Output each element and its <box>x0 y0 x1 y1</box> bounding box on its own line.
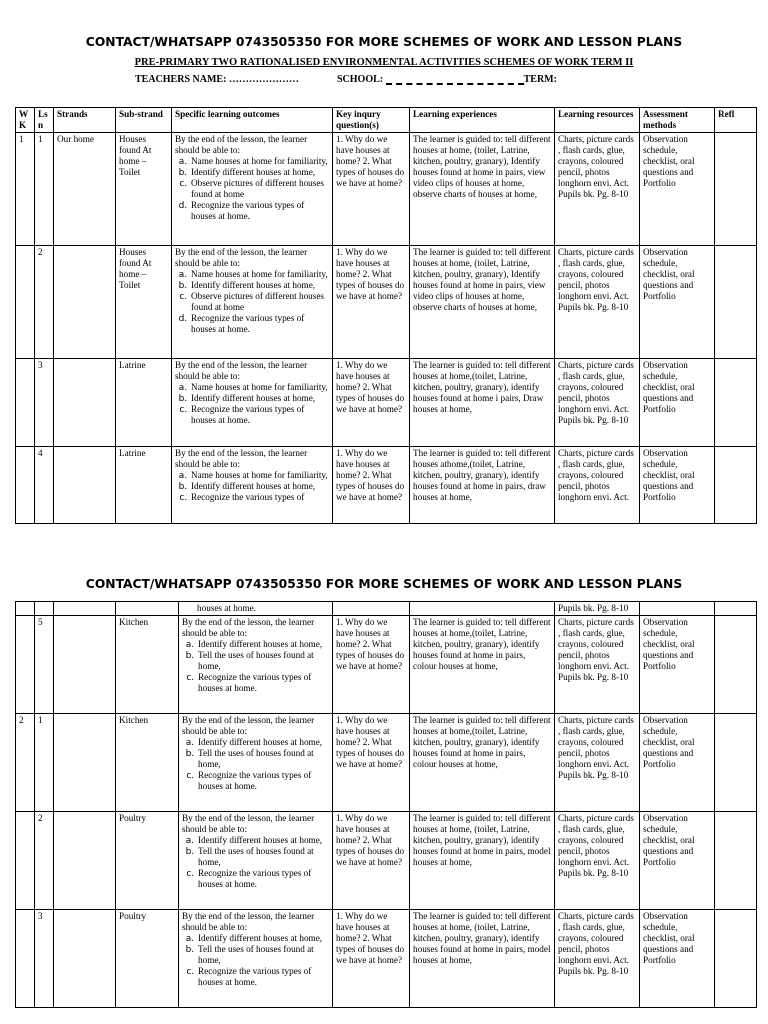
outcome-item: c. Recognize the various types of houses at home. <box>197 868 329 890</box>
col-header-experiences: Learning experiences <box>410 108 555 133</box>
col-header-strands: Strands <box>54 108 116 133</box>
substrand-cell: Kitchen <box>116 714 179 812</box>
outcomes-intro: By the end of the lesson, the learner should be able to: <box>182 813 315 834</box>
reflection-cell <box>715 616 757 714</box>
assessment-cell: Observation schedule, checklist, oral questions and Portfolio <box>640 812 715 910</box>
lesson-cell: 2 <box>35 246 54 359</box>
table-cell <box>410 602 555 616</box>
outcomes-intro: By the end of the lesson, the learner should be able to: <box>175 448 308 469</box>
lesson-cell: 4 <box>35 447 54 524</box>
substrand-cell: Houses found At home – Toilet <box>116 133 172 246</box>
lesson-cell: 2 <box>35 812 54 910</box>
table-cell <box>16 602 35 616</box>
lesson-cell: 3 <box>35 359 54 447</box>
school-term-line <box>337 74 557 85</box>
table-cell: Pupils bk. Pg. 8-10 <box>555 602 640 616</box>
outcome-item: a. Identify different houses at home, <box>197 737 329 748</box>
col-header-resources: Learning resources <box>555 108 640 133</box>
outcome-item: a. Identify different houses at home, <box>197 639 329 650</box>
substrand-cell: Poultry <box>116 812 179 910</box>
reflection-cell <box>715 812 757 910</box>
scheme-table-page2 <box>15 601 757 1008</box>
key-question-cell: 1. Why do we have houses at home? 2. What types of houses do we have at home? <box>333 359 410 447</box>
outcomes-intro: By the end of the lesson, the learner should be able to: <box>182 911 315 932</box>
col-header-substrand: Sub-strand <box>116 108 172 133</box>
outcomes-list <box>175 156 329 222</box>
strand-cell <box>54 359 116 447</box>
outcome-item: c. Recognize the various types of <box>190 492 329 503</box>
resources-cell: Charts, picture cards , flash cards, glue, crayons, coloured pencil, photos longhorn envi. Act. Pupils bk. Pg. 8-10 <box>555 616 640 714</box>
col-header-reflection: Refl <box>715 108 757 133</box>
outcomes-list <box>182 737 329 792</box>
table-row <box>16 616 757 714</box>
outcome-item: d. Recognize the various types of houses at home. <box>190 313 329 335</box>
outcome-item: c. Observe pictures of different houses found at home <box>190 178 329 200</box>
outcomes-intro: By the end of the lesson, the learner should be able to: <box>175 247 308 268</box>
outcomes-list <box>182 933 329 988</box>
table-row <box>16 812 757 910</box>
school-blank-line <box>386 75 524 85</box>
table-cell <box>333 602 410 616</box>
strand-cell <box>54 616 116 714</box>
outcome-item: b. Identify different houses at home, <box>190 393 329 404</box>
resources-cell: Charts, picture cards , flash cards, glue, crayons, coloured pencil, photos longhorn envi. Act. Pupils bk. Pg. 8-10 <box>555 910 640 1008</box>
table-row <box>16 133 757 246</box>
outcomes-list <box>175 382 329 426</box>
lesson-cell: 1 <box>35 714 54 812</box>
outcomes-cell <box>179 812 333 910</box>
page-banner-2: CONTACT/WHATSAPP 0743505350 FOR MORE SCHEMES OF WORK AND LESSON PLANS <box>85 577 683 591</box>
term-label: TERM: <box>523 74 557 85</box>
experiences-cell: The learner is guided to: tell different houses at home, (toilet, Latrine, kitchen, poultry, granary), identify houses found at home in pairs, model houses at home, <box>410 812 555 910</box>
strand-cell <box>54 910 116 1008</box>
outcomes-cell <box>179 714 333 812</box>
table-cell <box>715 602 757 616</box>
outcome-item: a. Identify different houses at home, <box>197 933 329 944</box>
experiences-cell: The learner is guided to: tell different houses at home, (toilet, Latrine, kitchen, poultry, granary), Identify houses found at home in pairs, view video clips of houses at home, observe charts of houses at home, <box>410 133 555 246</box>
lesson-cell: 1 <box>35 133 54 246</box>
table-row <box>16 447 757 524</box>
substrand-cell: Kitchen <box>116 616 179 714</box>
table-cell <box>640 602 715 616</box>
col-header-assessment: Assessment methods <box>640 108 715 133</box>
reflection-cell <box>715 447 757 524</box>
outcome-item: a. Identify different houses at home, <box>197 835 329 846</box>
col-header-outcomes: Specific learning outcomes <box>172 108 333 133</box>
lesson-cell: 3 <box>35 910 54 1008</box>
substrand-cell: Poultry <box>116 910 179 1008</box>
key-question-cell: 1. Why do we have houses at home? 2. What types of houses do we have at home? <box>333 616 410 714</box>
outcomes-cell <box>179 910 333 1008</box>
outcome-item: b. Identify different houses at home, <box>190 167 329 178</box>
outcome-item: b. Identify different houses at home, <box>190 280 329 291</box>
outcome-item: b. Tell the uses of houses found at home, <box>197 748 329 770</box>
reflection-cell <box>715 133 757 246</box>
outcome-item: c. Observe pictures of different houses found at home <box>190 291 329 313</box>
week-cell <box>16 812 35 910</box>
lesson-cell: 5 <box>35 616 54 714</box>
table-row <box>16 246 757 359</box>
substrand-cell: Houses found At home – Toilet <box>116 246 172 359</box>
strand-cell <box>54 447 116 524</box>
key-question-cell: 1. Why do we have houses at home? 2. What types of houses do we have at home? <box>333 447 410 524</box>
experiences-cell: The learner is guided to: tell different houses at home,(toilet, Latrine, kitchen, poultry, granary), identify houses found at home i pairs, Draw houses at home, <box>410 359 555 447</box>
outcomes-list <box>175 269 329 335</box>
week-cell <box>16 359 35 447</box>
assessment-cell: Observation schedule, checklist, oral questions and Portfolio <box>640 447 715 524</box>
table-row <box>16 714 757 812</box>
outcome-item: c. Recognize the various types of houses at home. <box>197 672 329 694</box>
outcome-item: d. Recognize the various types of houses at home. <box>190 200 329 222</box>
outcomes-cell <box>172 133 333 246</box>
outcomes-cell <box>179 616 333 714</box>
substrand-cell: Latrine <box>116 359 172 447</box>
strand-cell: Our home <box>54 133 116 246</box>
scheme-table-page1 <box>15 107 757 524</box>
col-header-lsn: Ls n <box>35 108 54 133</box>
col-header-questions: Key inqury question(s) <box>333 108 410 133</box>
resources-cell: Charts, picture cards , flash cards, glue, crayons, coloured pencil, photos longhorn envi. Act. Pupils bk. Pg. 8-10 <box>555 359 640 447</box>
week-cell <box>16 616 35 714</box>
week-cell: 2 <box>16 714 35 812</box>
reflection-cell <box>715 359 757 447</box>
outcomes-list <box>182 639 329 694</box>
document-title: PRE-PRIMARY TWO RATIONALISED ENVIRONMENTAL ACTIVITIES SCHEMES OF WORK TERM II <box>134 57 634 68</box>
outcomes-list <box>175 470 329 503</box>
experiences-cell: The learner is guided to: tell different houses at home, (toilet, Latrine, kitchen, poultry, granary), identify houses found at home in pairs, model houses at home, <box>410 910 555 1008</box>
key-question-cell: 1. Why do we have houses at home? 2. What types of houses do we have at home? <box>333 812 410 910</box>
resources-cell: Charts, picture cards , flash cards, glue, crayons, coloured pencil, photos longhorn envi. Act. Pupils bk. Pg. 8-10 <box>555 812 640 910</box>
outcome-item: b. Tell the uses of houses found at home, <box>197 846 329 868</box>
key-question-cell: 1. Why do we have houses at home? 2. What types of houses do we have at home? <box>333 714 410 812</box>
experiences-cell: The learner is guided to: tell different houses at home,(toilet, Latrine, kitchen, poultry, granary), identify houses found at home in pairs, colour houses at home, <box>410 616 555 714</box>
outcomes-cell <box>172 359 333 447</box>
week-cell <box>16 910 35 1008</box>
outcome-item: a. Name houses at home for familiarity, <box>190 269 329 280</box>
strand-cell <box>54 812 116 910</box>
teacher-info <box>135 74 557 85</box>
strand-cell <box>54 246 116 359</box>
table-row <box>16 359 757 447</box>
outcome-item: a. Name houses at home for familiarity, <box>190 382 329 393</box>
continuation-row <box>16 602 757 616</box>
outcomes-cell <box>172 447 333 524</box>
page-banner: CONTACT/WHATSAPP 0743505350 FOR MORE SCHEMES OF WORK AND LESSON PLANS <box>85 35 683 49</box>
outcome-item: a. Name houses at home for familiarity, <box>190 156 329 167</box>
outcome-item: b. Identify different houses at home, <box>190 481 329 492</box>
reflection-cell <box>715 246 757 359</box>
outcomes-intro: By the end of the lesson, the learner should be able to: <box>175 134 308 155</box>
assessment-cell: Observation schedule, checklist, oral questions and Portfolio <box>640 616 715 714</box>
substrand-cell: Latrine <box>116 447 172 524</box>
assessment-cell: Observation schedule, checklist, oral questions and Portfolio <box>640 133 715 246</box>
outcomes-intro: By the end of the lesson, the learner should be able to: <box>175 360 308 381</box>
outcomes-cell <box>172 246 333 359</box>
resources-cell: Charts, picture cards , flash cards, glue, crayons, coloured pencil, photos longhorn envi. Act. Pupils bk. Pg. 8-10 <box>555 133 640 246</box>
assessment-cell: Observation schedule, checklist, oral questions and Portfolio <box>640 246 715 359</box>
col-header-wk: W K <box>16 108 35 133</box>
assessment-cell: Observation schedule, checklist, oral questions and Portfolio <box>640 359 715 447</box>
outcome-item: a. Name houses at home for familiarity, <box>190 470 329 481</box>
key-question-cell: 1. Why do we have houses at home? 2. What types of houses do we have at home? <box>333 910 410 1008</box>
table-cell <box>35 602 54 616</box>
week-cell <box>16 246 35 359</box>
week-cell <box>16 447 35 524</box>
outcome-item: c. Recognize the various types of houses at home. <box>197 770 329 792</box>
outcome-item: c. Recognize the various types of houses at home. <box>197 966 329 988</box>
school-label: SCHOOL: <box>337 74 384 85</box>
strand-cell <box>54 714 116 812</box>
experiences-cell: The learner is guided to: tell different houses athome,(toilet, Latrine, kitchen, poultry, granary), identify houses found at home in pairs, draw houses at home, <box>410 447 555 524</box>
resources-cell: Charts, picture cards , flash cards, glue, crayons, coloured pencil, photos longhorn envi. Act. Pupils bk. Pg. 8-10 <box>555 714 640 812</box>
resources-cell: Charts, picture cards , flash cards, glue, crayons, coloured pencil, photos longhorn envi. Act. Pupils bk. Pg. 8-10 <box>555 246 640 359</box>
week-cell: 1 <box>16 133 35 246</box>
table-row <box>16 910 757 1008</box>
outcomes-intro: By the end of the lesson, the learner should be able to: <box>182 715 315 736</box>
outcome-item: c. Recognize the various types of houses at home. <box>190 404 329 426</box>
key-question-cell: 1. Why do we have houses at home? 2. What types of houses do we have at home? <box>333 246 410 359</box>
reflection-cell <box>715 714 757 812</box>
reflection-cell <box>715 910 757 1008</box>
assessment-cell: Observation schedule, checklist, oral questions and Portfolio <box>640 910 715 1008</box>
table-cell <box>116 602 179 616</box>
table-cell: houses at home. <box>179 602 333 616</box>
table-header-row <box>16 108 757 133</box>
outcomes-list <box>182 835 329 890</box>
outcome-item: b. Tell the uses of houses found at home, <box>197 944 329 966</box>
table-cell <box>54 602 116 616</box>
teachers-name-label: TEACHERS NAME: ………………… <box>135 74 299 85</box>
key-question-cell: 1. Why do we have houses at home? 2. What types of houses do we have at home? <box>333 133 410 246</box>
experiences-cell: The learner is guided to: tell different houses at home, (toilet, Latrine, kitchen, poultry, granary), Identify houses found at home in pairs, view video clips of houses at home, observe charts of houses at home, <box>410 246 555 359</box>
outcome-item: b. Tell the uses of houses found at home, <box>197 650 329 672</box>
experiences-cell: The learner is guided to: tell different houses at home,(toilet, Latrine, kitchen, poultry, granary), identify houses found at home in pairs, colour houses at home, <box>410 714 555 812</box>
assessment-cell: Observation schedule, checklist, oral questions and Portfolio <box>640 714 715 812</box>
outcomes-intro: By the end of the lesson, the learner should be able to: <box>182 617 315 638</box>
resources-cell: Charts, picture cards , flash cards, glue, crayons, coloured pencil, photos longhorn envi. Act. <box>555 447 640 524</box>
